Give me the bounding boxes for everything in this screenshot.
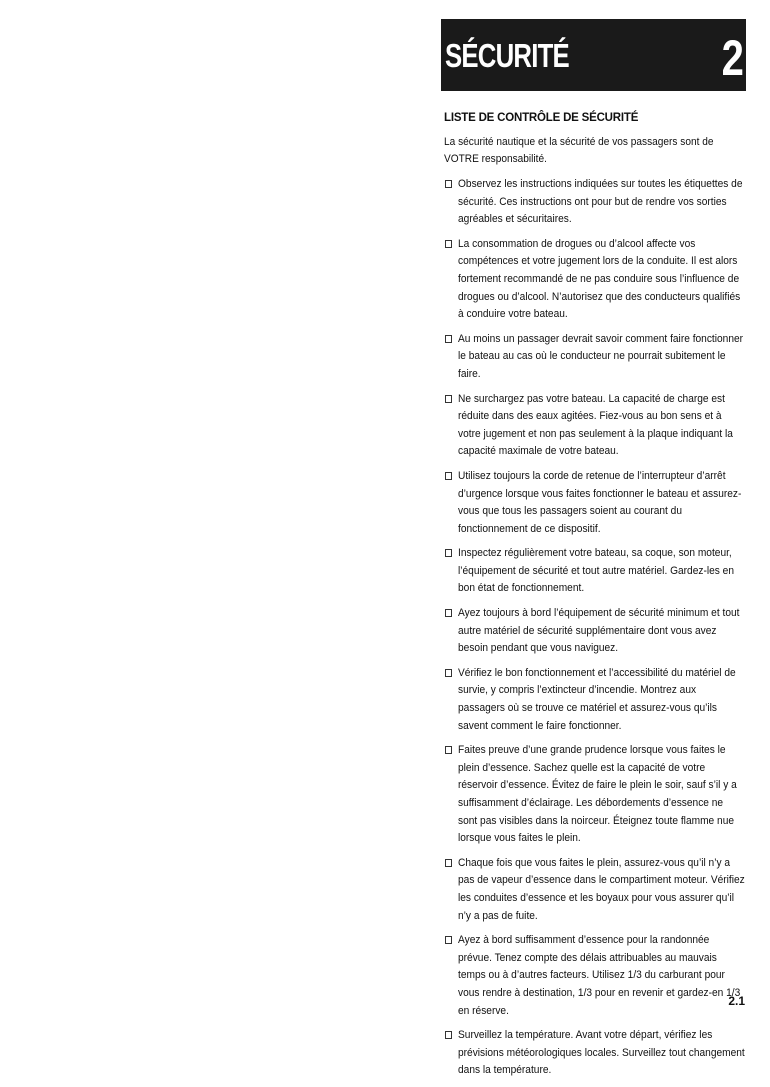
intro-paragraph: La sécurité nautique et la sécurité de vos passagers sont de VOTRE responsabilité. xyxy=(444,136,714,165)
checkbox-icon xyxy=(445,859,452,867)
checkbox-icon xyxy=(445,746,452,754)
checkbox-icon xyxy=(445,549,452,557)
page-content xyxy=(444,112,744,1087)
checkbox-icon xyxy=(445,1031,452,1039)
checklist xyxy=(444,176,744,1080)
checklist-item-text: Vérifiez le bon fonctionnement et l’accessibilité du matériel de survie, y compris l’extincteur d’incendie. Montrez aux passagers où se trouve ce matériel et assurez-vous qu’ils savent comment le faire fonctionner. xyxy=(458,666,736,732)
checklist-item xyxy=(444,468,744,538)
checkbox-icon xyxy=(445,395,452,403)
chapter-number: 2 xyxy=(721,30,744,86)
checklist-item-text: Faites preuve d’une grande prudence lorsque vous faites le plein d’essence. Sachez quelle est la capacité de votre réservoir d’essence. Évitez de faire le plein le soir, sauf s’il y a suffisamment d’éclairage. Les débordements d’essence ne sont pas visibles dans la noirceur. Éteignez toute flamme nue lorsque vous faites le plein. xyxy=(458,744,737,845)
checklist-item xyxy=(444,545,744,598)
checklist-item xyxy=(444,391,744,461)
checkbox-icon xyxy=(445,472,452,480)
checklist-item xyxy=(444,1027,744,1080)
checklist-item-text: Surveillez la température. Avant votre départ, vérifiez les prévisions météorologiques locales. Surveillez tout changement dans la température. xyxy=(458,1029,745,1077)
checklist-item xyxy=(444,605,744,658)
checklist-item xyxy=(444,665,744,735)
checklist-item-text: Au moins un passager devrait savoir comment faire fonctionner le bateau au cas où le conducteur ne pourrait subitement le faire. xyxy=(458,332,744,380)
checklist-item xyxy=(444,331,744,384)
checkbox-icon xyxy=(445,240,452,248)
checklist-item-text: Utilisez toujours la corde de retenue de l’interrupteur d’arrêt d’urgence lorsque vous faites fonctionner le bateau et assurez-vous que tous les passagers soient au courant du fonctionnement de ce dispositif. xyxy=(458,469,742,535)
checklist-item-text: La consommation de drogues ou d’alcool affecte vos compétences et votre jugement lors de la conduite. Il est alors fortement recommandé de ne pas conduire sous l’influence de drogues ou d’alcool. N’autorisez que des conducteurs qualifiés à conduire votre bateau. xyxy=(458,237,741,321)
checklist-item xyxy=(444,932,744,1020)
checkbox-icon xyxy=(445,669,452,677)
checkbox-icon xyxy=(445,936,452,944)
checklist-item-text: Ayez à bord suffisamment d’essence pour la randonnée prévue. Tenez compte des délais attribuables au mauvais temps ou à d’autres facteurs. Utilisez 1/3 du carburant pour vous rendre à destination, 1/3 pour en revenir et gardez-en 1/3 en réserve. xyxy=(458,934,741,1017)
checklist-item-text: Ne surchargez pas votre bateau. La capacité de charge est réduite dans des eaux agitées. Fiez-vous au bon sens et à votre jugement et non pas seulement à la plaque indiquant la capacité maximale de votre bateau. xyxy=(458,392,733,458)
checklist-item xyxy=(444,742,744,848)
checklist-item-text: Chaque fois que vous faites le plein, assurez-vous qu’il n’y a pas de vapeur d’essence dans le compartiment moteur. Vérifiez les conduites d’essence et les boyaux pour vous assurer qu’il n’y a pas de fuite. xyxy=(458,856,745,922)
checklist-item xyxy=(444,176,744,229)
checkbox-icon xyxy=(445,180,452,188)
chapter-header xyxy=(441,19,746,91)
chapter-title: SÉCURITÉ xyxy=(445,37,569,74)
checklist-item xyxy=(444,236,744,324)
checkbox-icon xyxy=(445,335,452,343)
section-title: LISTE DE CONTRÔLE DE SÉCURITÉ xyxy=(444,112,639,124)
checkbox-icon xyxy=(445,609,452,617)
checklist-item xyxy=(444,855,744,925)
checklist-item-text: Inspectez régulièrement votre bateau, sa coque, son moteur, l’équipement de sécurité et tout autre matériel. Gardez-les en bon état de fonctionnement. xyxy=(458,547,735,595)
checklist-item-text: Ayez toujours à bord l’équipement de sécurité minimum et tout autre matériel de sécurité supplémentaire dont vous avez besoin pendant que vous naviguez. xyxy=(458,607,740,655)
page-number: 2.1 xyxy=(728,994,745,1008)
checklist-item-text: Observez les instructions indiquées sur toutes les étiquettes de sécurité. Ces instructions ont pour but de rendre vos sorties agréables et sécuritaires. xyxy=(458,178,743,226)
